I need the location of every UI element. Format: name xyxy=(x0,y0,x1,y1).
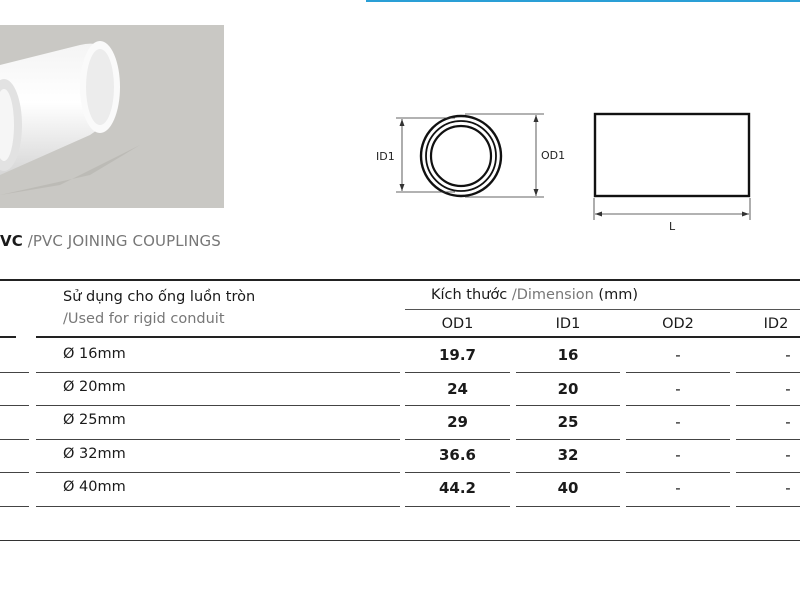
product-title-vn: VC xyxy=(0,232,23,250)
column-header-od1: OD1 xyxy=(441,316,474,332)
dimension-header-vn: Kích thước xyxy=(431,287,508,303)
od1-cell: 29 xyxy=(447,413,468,431)
id2-cell: - xyxy=(785,413,791,431)
id2-cell: - xyxy=(785,446,791,464)
id2-cell: - xyxy=(785,479,791,497)
header-bottom-border xyxy=(36,336,800,338)
coupling-dimension-diagram xyxy=(370,100,760,240)
dimension-header xyxy=(431,287,638,303)
od1-cell: 44.2 xyxy=(438,479,476,497)
product-title xyxy=(0,232,221,250)
id1-cell: 40 xyxy=(557,479,579,497)
left-header-tab-border xyxy=(0,336,16,338)
od1-cell: 24 xyxy=(447,380,468,398)
side-view-drawing xyxy=(594,114,750,220)
od2-cell: - xyxy=(675,380,681,398)
od2-cell: - xyxy=(675,479,681,497)
top-accent-line xyxy=(366,0,800,2)
id2-cell: - xyxy=(785,346,791,364)
id1-cell: 20 xyxy=(557,380,579,398)
dim-header-underline xyxy=(405,309,800,310)
usage-header-en: /Used for rigid conduit xyxy=(63,311,225,327)
product-photo xyxy=(0,25,224,208)
column-header-id2: ID2 xyxy=(763,316,789,332)
dimension-header-unit: (mm) xyxy=(598,287,638,303)
od1-cell: 19.7 xyxy=(438,346,476,364)
od1-cell: 36.6 xyxy=(438,446,476,464)
label-od1: OD1 xyxy=(541,149,566,162)
od2-cell: - xyxy=(675,413,681,431)
end-view-drawing xyxy=(396,114,544,197)
size-cell: Ø 16mm xyxy=(63,346,126,362)
label-l: L xyxy=(669,220,676,233)
table-top-border xyxy=(0,279,800,281)
dimension-header-en: /Dimension xyxy=(511,287,594,303)
label-id1: ID1 xyxy=(376,150,395,163)
id1-cell: 16 xyxy=(557,346,579,364)
id1-cell: 32 xyxy=(557,446,579,464)
od2-cell: - xyxy=(675,446,681,464)
column-header-od2: OD2 xyxy=(662,316,694,332)
usage-header-vn: Sử dụng cho ống luồn tròn xyxy=(63,289,256,305)
id2-cell: - xyxy=(785,380,791,398)
od2-cell: - xyxy=(675,346,681,364)
size-cell: Ø 40mm xyxy=(63,479,126,495)
size-cell: Ø 20mm xyxy=(63,379,126,395)
size-cell: Ø 32mm xyxy=(63,446,126,462)
id1-cell: 25 xyxy=(557,413,579,431)
column-header-id1: ID1 xyxy=(555,316,581,332)
size-cell: Ø 25mm xyxy=(63,412,126,428)
product-title-en: /PVC JOINING COUPLINGS xyxy=(27,232,221,250)
